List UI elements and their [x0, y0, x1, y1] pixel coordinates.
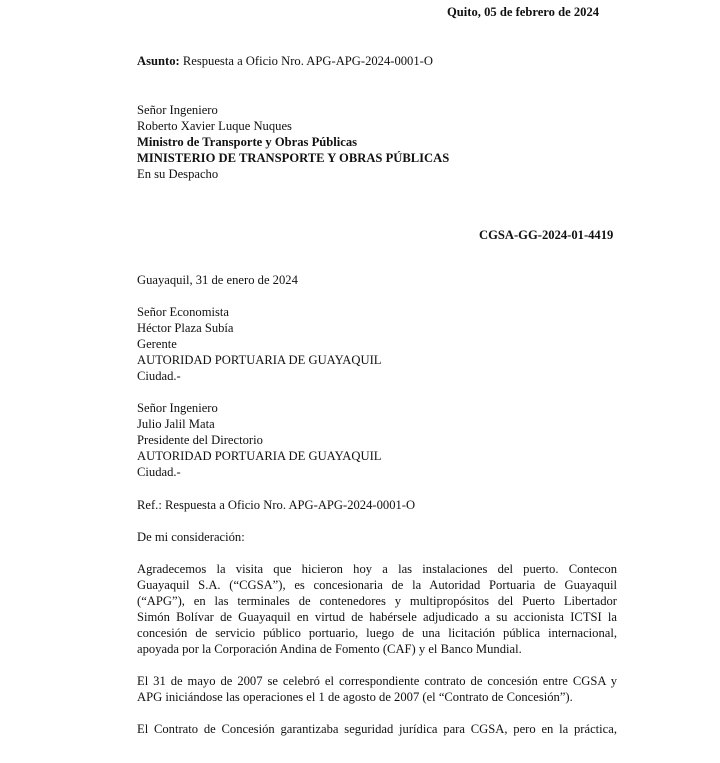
- subject-text: Respuesta a Oficio Nro. APG-APG-2024-0001-O: [179, 54, 433, 68]
- addressee-2-title: Señor Ingeniero: [137, 401, 218, 415]
- addressee-1-block: [137, 304, 381, 384]
- addressee-2-name: Julio Jalil Mata: [137, 417, 215, 431]
- addressee-1-title: Señor Economista: [137, 305, 229, 319]
- recipient-block: [137, 102, 449, 182]
- paragraph-1-line: Guayaquil S.A. (“CGSA”), es concesionaria de la Autoridad Portuaria de Guayaquil: [137, 578, 617, 592]
- addressee-1-name: Héctor Plaza Subía: [137, 321, 234, 335]
- paragraph-1: [137, 561, 617, 657]
- reference-code: CGSA-GG-2024-01-4419: [479, 228, 614, 242]
- paragraph-1-line: concesión de servicio público portuario, luego de una licitación pública internacional,: [137, 626, 617, 640]
- addressee-1-position: Gerente: [137, 337, 177, 351]
- paragraph-3-line: El Contrato de Concesión garantizaba seguridad jurídica para CGSA, pero en la práctica,: [137, 722, 617, 736]
- reference-line: Ref.: Respuesta a Oficio Nro. APG-APG-2024-0001-O: [137, 498, 416, 512]
- addressee-1-institution: AUTORIDAD PORTUARIA DE GUAYAQUIL: [137, 353, 382, 367]
- letter-date: Guayaquil, 31 de enero de 2024: [137, 273, 298, 287]
- recipient-title: Señor Ingeniero: [137, 103, 218, 117]
- subject-label: Asunto:: [137, 54, 180, 68]
- salutation: De mi consideración:: [137, 530, 245, 544]
- paragraph-1-line: Agradecemos la visita que hicieron hoy a las instalaciones del puerto. Contecon: [137, 562, 617, 576]
- document-date: Quito, 05 de febrero de 2024: [447, 5, 600, 19]
- subject-line: [137, 53, 433, 69]
- addressee-2-position: Presidente del Directorio: [137, 433, 263, 447]
- paragraph-3: [137, 721, 617, 737]
- paragraph-2-line: APG iniciándose las operaciones el 1 de agosto de 2007 (el “Contrato de Concesión”).: [137, 690, 573, 704]
- recipient-name: Roberto Xavier Luque Nuques: [137, 119, 292, 133]
- recipient-closing: En su Despacho: [137, 167, 219, 181]
- recipient-position: Ministro de Transporte y Obras Públicas: [137, 135, 358, 149]
- paragraph-1-line: Simón Bolívar de Guayaquil en virtud de habérsele adjudicado a su accionista ICTSI la: [137, 610, 617, 624]
- paragraph-1-line: (“APG”), en las terminales de contenedores y multipropósitos del Puerto Libertador: [137, 594, 617, 608]
- recipient-institution: MINISTERIO DE TRANSPORTE Y OBRAS PÚBLICAS: [137, 151, 450, 165]
- addressee-1-city: Ciudad.-: [137, 369, 181, 383]
- paragraph-2-line: El 31 de mayo de 2007 se celebró el correspondiente contrato de concesión entre CGSA y: [137, 674, 617, 688]
- paragraph-1-line: apoyada por la Corporación Andina de Fomento (CAF) y el Banco Mundial.: [137, 642, 522, 656]
- paragraph-2: [137, 673, 617, 705]
- addressee-2-institution: AUTORIDAD PORTUARIA DE GUAYAQUIL: [137, 449, 382, 463]
- addressee-2-block: [137, 400, 381, 480]
- addressee-2-city: Ciudad.-: [137, 465, 181, 479]
